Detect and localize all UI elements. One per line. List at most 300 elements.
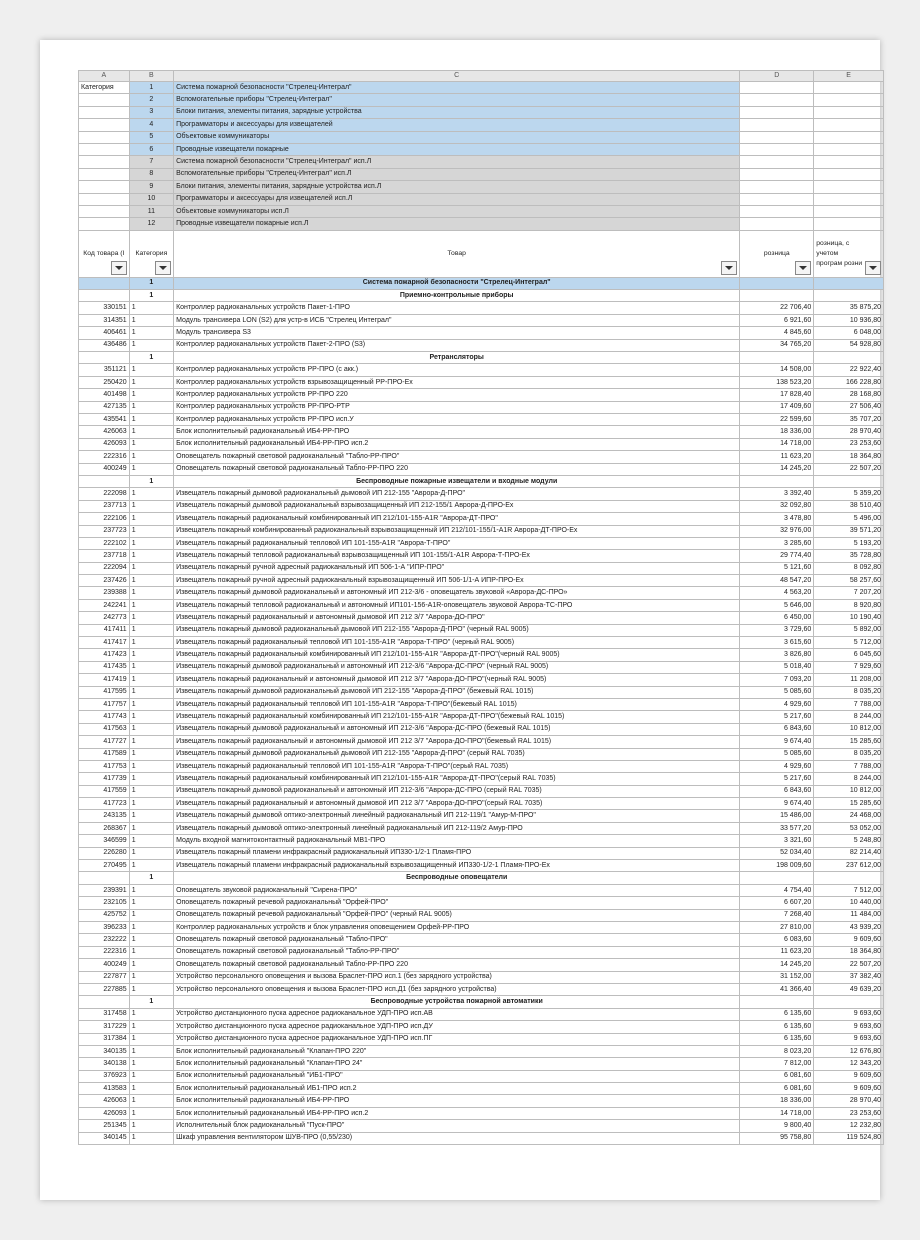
retail-price-vat: 5 248,80: [814, 835, 884, 847]
retail-price: 18 336,00: [740, 426, 814, 438]
retail-price: 32 976,00: [740, 525, 814, 537]
retail-price: 18 336,00: [740, 1095, 814, 1107]
legend-label: [79, 119, 130, 131]
product-code: 268367: [79, 822, 130, 834]
product-code: 270495: [79, 860, 130, 872]
category-cell: 1: [129, 277, 173, 289]
product-name: Извещатель пожарный радиоканальный и автономный дымовой ИП 212 3/7 "Аврора-ДО-ПРО"(черный RAL 9005): [174, 674, 740, 686]
legend-label: [79, 218, 130, 230]
category-cell: 1: [129, 711, 173, 723]
empty-cell: [814, 82, 884, 94]
product-code: 417739: [79, 773, 130, 785]
product-code: 436486: [79, 339, 130, 351]
retail-price: 3 321,60: [740, 835, 814, 847]
empty-cell: [814, 143, 884, 155]
retail-price-vat: 7 207,20: [814, 587, 884, 599]
table-row: [79, 1008, 884, 1020]
filter-dropdown-icon[interactable]: [795, 261, 811, 275]
table-row: [79, 525, 884, 537]
retail-price-vat: 8 035,20: [814, 748, 884, 760]
product-name: Оповещатель пожарный световой радиоканальный Табло-РР-ПРО 220: [174, 463, 740, 475]
filter-dropdown-icon[interactable]: [865, 261, 881, 275]
product-code: 242241: [79, 599, 130, 611]
empty-cell: [814, 352, 884, 364]
category-cell: 1: [129, 413, 173, 425]
document-page: [40, 40, 880, 1200]
retail-price-vat: 9 693,60: [814, 1008, 884, 1020]
category-cell: 1: [129, 909, 173, 921]
column-letters-row: [79, 71, 884, 82]
retail-price: 5 217,60: [740, 711, 814, 723]
retail-price-vat: 5 359,20: [814, 488, 884, 500]
table-row: [79, 674, 884, 686]
retail-price-vat: 27 506,40: [814, 401, 884, 413]
retail-price: 7 268,40: [740, 909, 814, 921]
product-name: Оповещатель пожарный световой радиоканальный "Табло-РР-ПРО": [174, 946, 740, 958]
table-row: [79, 1095, 884, 1107]
retail-price: 6 081,60: [740, 1083, 814, 1095]
empty-cell: [740, 119, 814, 131]
retail-price: 27 810,00: [740, 922, 814, 934]
section-row: [79, 290, 884, 302]
category-cell: 1: [129, 1083, 173, 1095]
category-cell: 1: [129, 736, 173, 748]
product-name: Извещатель пожарный радиоканальный тепловой ИП 101-155-А1R "Аврора-Т-ПРО" (черный RAL 9005): [174, 637, 740, 649]
column-letter: E: [814, 71, 884, 82]
product-name: Контроллер радиоканальных устройств РР-ПРО-РТР: [174, 401, 740, 413]
product-name: Шкаф управления вентилятором ШУВ-ПРО (0,55/230): [174, 1132, 740, 1144]
legend-text: Проводные извещатели пожарные: [174, 143, 740, 155]
table-row: [79, 686, 884, 698]
retail-price-vat: 10 440,00: [814, 897, 884, 909]
empty-cell: [814, 218, 884, 230]
section-row: [79, 352, 884, 364]
product-code: 314351: [79, 314, 130, 326]
empty-cell: [814, 168, 884, 180]
table-row: [79, 698, 884, 710]
category-cell: 1: [129, 1120, 173, 1132]
empty-cell: [814, 131, 884, 143]
table-row: [79, 661, 884, 673]
retail-price: 138 523,20: [740, 376, 814, 388]
product-code: 425752: [79, 909, 130, 921]
table-row: [79, 649, 884, 661]
header-retail: розница: [763, 249, 790, 257]
category-cell: 1: [129, 785, 173, 797]
product-name: Оповещатель пожарный световой радиоканальный "Табло-РР-ПРО": [174, 451, 740, 463]
table-header: [79, 230, 884, 277]
product-code: 237426: [79, 575, 130, 587]
empty-cell: [79, 352, 130, 364]
legend-row: [79, 143, 884, 155]
retail-price-vat: 37 382,40: [814, 971, 884, 983]
retail-price: 9 674,40: [740, 736, 814, 748]
retail-price: 4 845,60: [740, 327, 814, 339]
product-code: 239388: [79, 587, 130, 599]
table-row: [79, 934, 884, 946]
legend-label: [79, 106, 130, 118]
legend-number: 4: [129, 119, 173, 131]
product-name: Извещатель пожарный пламени инфракрасный радиоканальный ИП330-1/2-1 Пламя-ПРО: [174, 847, 740, 859]
empty-cell: [740, 156, 814, 168]
legend-text: Блоки питания, элементы питания, зарядные устройства: [174, 106, 740, 118]
category-cell: 1: [129, 1008, 173, 1020]
product-code: 222098: [79, 488, 130, 500]
product-name: Извещатель пожарный ручной адресный радиоканальный взрывозащищенный ИП 506-1/1-А ИПР-ПРО-Ех: [174, 575, 740, 587]
legend-label: Категория: [79, 82, 130, 94]
product-name: Извещатель пожарный радиоканальный и автономный дымовой ИП 212 3/7 "Аврора-ДО-ПРО"(серый RAL 7035): [174, 798, 740, 810]
product-code: 226280: [79, 847, 130, 859]
category-cell: 1: [129, 1033, 173, 1045]
product-name: Контроллер радиоканальных устройств РР-ПРО (с акк.): [174, 364, 740, 376]
product-name: Устройство дистанционного пуска адресное радиоканальное УДП-ПРО исп.ДУ: [174, 1021, 740, 1033]
empty-cell: [814, 872, 884, 884]
product-name: Блок исполнительный радиоканальный "Клапан-ПРО 24": [174, 1058, 740, 1070]
product-name: Оповещатель пожарный световой радиоканальный Табло-РР-ПРО 220: [174, 959, 740, 971]
product-code: 426093: [79, 438, 130, 450]
product-name: Извещатель пожарный тепловой радиоканальный и автономный ИП101-156-А1R-оповещатель звуковой Аврора-ТС-ПРО: [174, 599, 740, 611]
product-code: 376923: [79, 1070, 130, 1082]
product-code: 346599: [79, 835, 130, 847]
product-code: 239391: [79, 884, 130, 896]
category-cell: 1: [129, 525, 173, 537]
legend-number: 11: [129, 205, 173, 217]
category-cell: 1: [129, 463, 173, 475]
column-letter: A: [79, 71, 130, 82]
empty-cell: [740, 352, 814, 364]
product-name: Оповещатель пожарный световой радиоканальный "Табло-ПРО": [174, 934, 740, 946]
category-cell: 1: [129, 624, 173, 636]
table-row: [79, 922, 884, 934]
category-cell: 1: [129, 723, 173, 735]
legend-number: 7: [129, 156, 173, 168]
retail-price: 3 392,40: [740, 488, 814, 500]
retail-price: 17 409,60: [740, 401, 814, 413]
product-name: Извещатель пожарный дымовой радиоканальный дымовой ИП 212-155 "Аврора-Д-ПРО" (черный RAL 9005): [174, 624, 740, 636]
product-name: Блок исполнительный радиоканальный ИБ4-РР-ПРО: [174, 426, 740, 438]
category-cell: 1: [129, 971, 173, 983]
product-name: Извещатель пожарный ручной адресный радиоканальный ИП 506-1-А "ИПР-ПРО": [174, 562, 740, 574]
table-row: [79, 550, 884, 562]
retail-price: 14 718,00: [740, 438, 814, 450]
product-name: Исполнительный блок радиоканальный "Пуск-ПРО": [174, 1120, 740, 1132]
legend-number: 10: [129, 193, 173, 205]
product-name: Извещатель пожарный пламени инфракрасный радиоканальный взрывозащищенный ИП330-1/2-1 Пламя-ПРО-Ех: [174, 860, 740, 872]
retail-price-vat: 11 208,00: [814, 674, 884, 686]
product-code: 242773: [79, 612, 130, 624]
retail-price: 14 245,20: [740, 959, 814, 971]
table-row: [79, 302, 884, 314]
legend-text: Блоки питания, элементы питания, зарядные устройства исп.Л: [174, 181, 740, 193]
product-code: 222102: [79, 537, 130, 549]
section-title: Беспроводные оповещатели: [174, 872, 740, 884]
table-row: [79, 748, 884, 760]
product-name: Извещатель пожарный дымовой радиоканальный взрывозащищенный ИП 212-155/1 Аврора-Д-ПРО-Ех: [174, 500, 740, 512]
table-row: [79, 785, 884, 797]
header-code: Код товара (I: [83, 249, 125, 257]
table-row: [79, 612, 884, 624]
product-code: 330151: [79, 302, 130, 314]
product-name: Извещатель пожарный дымовой радиоканальный и автономный ИП 212-3/6 "Аврора-ДС-ПРО (серый RAL 7035): [174, 785, 740, 797]
retail-price-vat: 22 922,40: [814, 364, 884, 376]
product-code: 417727: [79, 736, 130, 748]
retail-price: 22 599,60: [740, 413, 814, 425]
retail-price-vat: 22 507,20: [814, 463, 884, 475]
table-row: [79, 624, 884, 636]
product-name: Оповещатель звуковой радиоканальный "Сирена-ПРО": [174, 884, 740, 896]
empty-cell: [740, 205, 814, 217]
empty-cell: [740, 82, 814, 94]
retail-price-vat: 9 609,60: [814, 934, 884, 946]
retail-price-vat: 237 612,00: [814, 860, 884, 872]
table-row: [79, 438, 884, 450]
header-category-cell: [129, 230, 173, 277]
retail-price: 6 135,60: [740, 1008, 814, 1020]
section-title: Приемно-контрольные приборы: [174, 290, 740, 302]
category-cell: 1: [129, 612, 173, 624]
retail-price: 95 758,80: [740, 1132, 814, 1144]
product-name: Модуль трансивера S3: [174, 327, 740, 339]
empty-cell: [740, 996, 814, 1008]
empty-cell: [740, 143, 814, 155]
retail-price-vat: 6 045,60: [814, 649, 884, 661]
retail-price: 6 135,60: [740, 1021, 814, 1033]
category-cell: 1: [129, 290, 173, 302]
category-cell: 1: [129, 1132, 173, 1144]
product-code: 351121: [79, 364, 130, 376]
legend-number: 2: [129, 94, 173, 106]
legend-number: 12: [129, 218, 173, 230]
retail-price: 11 623,20: [740, 946, 814, 958]
product-name: Устройство дистанционного пуска адресное радиоканальное УДП-ПРО исп.АВ: [174, 1008, 740, 1020]
legend-text: Вспомогательные приборы "Стрелец-Интеграл": [174, 94, 740, 106]
header-category: Категория: [135, 249, 168, 257]
legend-row: [79, 181, 884, 193]
retail-price: 48 547,20: [740, 575, 814, 587]
header-retail-vat-cell: [814, 230, 884, 277]
legend-number: 9: [129, 181, 173, 193]
table-row: [79, 463, 884, 475]
retail-price-vat: 24 468,00: [814, 810, 884, 822]
table-row: [79, 723, 884, 735]
retail-price: 4 563,20: [740, 587, 814, 599]
product-code: 417417: [79, 637, 130, 649]
product-name: Оповещатель пожарный речевой радиоканальный "Орфей-ПРО" (черный RAL 9005): [174, 909, 740, 921]
product-code: 317229: [79, 1021, 130, 1033]
table-row: [79, 1132, 884, 1144]
retail-price-vat: 8 920,80: [814, 599, 884, 611]
column-letter: D: [740, 71, 814, 82]
legend-label: [79, 168, 130, 180]
retail-price: 6 081,60: [740, 1070, 814, 1082]
retail-price: 3 478,80: [740, 513, 814, 525]
category-cell: 1: [129, 760, 173, 772]
section-title: Беспроводные пожарные извещатели и входные модули: [174, 475, 740, 487]
product-name: Извещатель пожарный радиоканальный и автономный дымовой ИП 212 3/7 "Аврора-ДО-ПРО": [174, 612, 740, 624]
header-row: [79, 230, 884, 277]
legend-number: 1: [129, 82, 173, 94]
retail-price: 14 718,00: [740, 1107, 814, 1119]
header-product: Товар: [447, 249, 466, 257]
category-cell: 1: [129, 1045, 173, 1057]
product-code: 222316: [79, 451, 130, 463]
system-row: [79, 277, 884, 289]
retail-price-vat: 53 052,00: [814, 822, 884, 834]
filter-dropdown-icon[interactable]: [111, 261, 127, 275]
retail-price: 32 092,80: [740, 500, 814, 512]
retail-price-vat: 23 253,60: [814, 438, 884, 450]
table-row: [79, 327, 884, 339]
category-cell: 1: [129, 748, 173, 760]
retail-price: 5 121,60: [740, 562, 814, 574]
table-row: [79, 575, 884, 587]
retail-price-vat: 10 812,00: [814, 723, 884, 735]
empty-cell: [814, 277, 884, 289]
product-name: Модуль входной магнитоконтактный радиоканальный МВ1-ПРО: [174, 835, 740, 847]
table-row: [79, 364, 884, 376]
empty-cell: [79, 872, 130, 884]
empty-cell: [740, 290, 814, 302]
product-name: Устройство персонального оповещения и вызова Браслет-ПРО исп.1 (без зарядного устройства): [174, 971, 740, 983]
product-name: Оповещатель пожарный речевой радиоканальный "Орфей-ПРО": [174, 897, 740, 909]
product-name: Извещатель пожарный радиоканальный тепловой ИП 101-155-А1R "Аврора-Т-ПРО": [174, 537, 740, 549]
product-code: 417419: [79, 674, 130, 686]
category-cell: 1: [129, 364, 173, 376]
filter-dropdown-icon[interactable]: [721, 261, 737, 275]
category-cell: 1: [129, 438, 173, 450]
product-code: 426063: [79, 1095, 130, 1107]
retail-price-vat: 7 929,60: [814, 661, 884, 673]
category-cell: 1: [129, 773, 173, 785]
table-row: [79, 1033, 884, 1045]
empty-cell: [814, 156, 884, 168]
product-code: 222316: [79, 946, 130, 958]
empty-cell: [814, 181, 884, 193]
empty-cell: [740, 872, 814, 884]
retail-price: 3 729,60: [740, 624, 814, 636]
category-cell: 1: [129, 575, 173, 587]
legend-text: Система пожарной безопасности "Стрелец-Интеграл": [174, 82, 740, 94]
retail-price: 5 217,60: [740, 773, 814, 785]
product-name: Модуль трансивера LON (S2) для устр-в ИСБ "Стрелец Интеграл": [174, 314, 740, 326]
retail-price-vat: 9 693,60: [814, 1033, 884, 1045]
retail-price: 29 774,40: [740, 550, 814, 562]
empty-cell: [79, 277, 130, 289]
retail-price: 17 828,40: [740, 389, 814, 401]
table-row: [79, 413, 884, 425]
category-cell: 1: [129, 934, 173, 946]
product-name: Извещатель пожарный комбинированный радиоканальный взрывозащищенный ИП 212/101-155/1-А1R Аврора-ДТ-ПРО-Ех: [174, 525, 740, 537]
table-row: [79, 314, 884, 326]
retail-price-vat: 8 035,20: [814, 686, 884, 698]
retail-price: 14 245,20: [740, 463, 814, 475]
empty-cell: [814, 290, 884, 302]
legend-row: [79, 106, 884, 118]
legend-label: [79, 193, 130, 205]
column-letter: B: [129, 71, 173, 82]
retail-price-vat: 35 707,20: [814, 413, 884, 425]
product-name: Извещатель пожарный дымовой радиоканальный дымовой ИП 212-155 "Аврора-Д-ПРО" (бежевый RAL 1015): [174, 686, 740, 698]
category-cell: 1: [129, 698, 173, 710]
empty-cell: [814, 193, 884, 205]
product-code: 237718: [79, 550, 130, 562]
legend-label: [79, 143, 130, 155]
product-name: Извещатель пожарный радиоканальный и автономный дымовой ИП 212 3/7 "Аврора-ДО-ПРО"(бежевый RAL 1015): [174, 736, 740, 748]
category-cell: 1: [129, 674, 173, 686]
table-row: [79, 946, 884, 958]
empty-cell: [814, 106, 884, 118]
empty-cell: [740, 181, 814, 193]
product-code: 227885: [79, 983, 130, 995]
empty-cell: [814, 205, 884, 217]
filter-dropdown-icon[interactable]: [155, 261, 171, 275]
retail-price-vat: 10 812,00: [814, 785, 884, 797]
product-code: 417757: [79, 698, 130, 710]
product-code: 250420: [79, 376, 130, 388]
table-row: [79, 1120, 884, 1132]
empty-cell: [740, 168, 814, 180]
retail-price-vat: 23 253,60: [814, 1107, 884, 1119]
product-code: 317458: [79, 1008, 130, 1020]
product-name: Блок исполнительный радиоканальный ИБ4-РР-ПРО исп.2: [174, 1107, 740, 1119]
legend-row: [79, 119, 884, 131]
product-name: Извещатель пожарный дымовой радиоканальный и автономный ИП 212-3/6 "Аврора-ДС-ПРО" (черный RAL 9005): [174, 661, 740, 673]
retail-price: 5 018,40: [740, 661, 814, 673]
retail-price-vat: 35 875,20: [814, 302, 884, 314]
table-row: [79, 1045, 884, 1057]
retail-price-vat: 18 364,80: [814, 451, 884, 463]
retail-price-vat: 119 524,80: [814, 1132, 884, 1144]
product-code: 251345: [79, 1120, 130, 1132]
table-row: [79, 562, 884, 574]
product-name: Извещатель пожарный дымовой оптико-электронный линейный радиоканальный ИП 212-119/1 "Амур-М-ПРО": [174, 810, 740, 822]
retail-price-vat: 6 048,00: [814, 327, 884, 339]
product-code: 243135: [79, 810, 130, 822]
retail-price-vat: 9 609,60: [814, 1070, 884, 1082]
product-code: 396233: [79, 922, 130, 934]
product-name: Извещатель пожарный радиоканальный комбинированный ИП 212/101-155-А1R "Аврора-ДТ-ПРО"(бежевый RAL 1015): [174, 711, 740, 723]
product-name: Извещатель пожарный радиоканальный тепловой ИП 101-155-А1R "Аврора-Т-ПРО"(серый RAL 7035): [174, 760, 740, 772]
retail-price: 11 623,20: [740, 451, 814, 463]
product-code: 340145: [79, 1132, 130, 1144]
retail-price-vat: 9 693,60: [814, 1021, 884, 1033]
retail-price-vat: 49 639,20: [814, 983, 884, 995]
product-code: 427135: [79, 401, 130, 413]
empty-cell: [740, 475, 814, 487]
table-row: [79, 760, 884, 772]
category-cell: 1: [129, 451, 173, 463]
table-row: [79, 389, 884, 401]
product-code: 401498: [79, 389, 130, 401]
retail-price: 14 508,00: [740, 364, 814, 376]
table-row: [79, 451, 884, 463]
retail-price-vat: 8 244,00: [814, 773, 884, 785]
category-cell: 1: [129, 946, 173, 958]
table-row: [79, 798, 884, 810]
retail-price-vat: 38 510,40: [814, 500, 884, 512]
category-cell: 1: [129, 822, 173, 834]
product-name: Извещатель пожарный тепловой радиоканальный взрывозащищенный ИП 101-155/1-А1R Аврора-Т-ПРО-Ех: [174, 550, 740, 562]
retail-price-vat: 12 232,80: [814, 1120, 884, 1132]
category-legend: [79, 82, 884, 231]
legend-row: [79, 205, 884, 217]
category-cell: 1: [129, 1107, 173, 1119]
product-name: Извещатель пожарный радиоканальный комбинированный ИП 212/101-155-А1R "Аврора-ДТ-ПРО"(черный RAL 9005): [174, 649, 740, 661]
table-row: [79, 847, 884, 859]
category-cell: 1: [129, 884, 173, 896]
product-code: 222106: [79, 513, 130, 525]
retail-price: 5 085,60: [740, 686, 814, 698]
